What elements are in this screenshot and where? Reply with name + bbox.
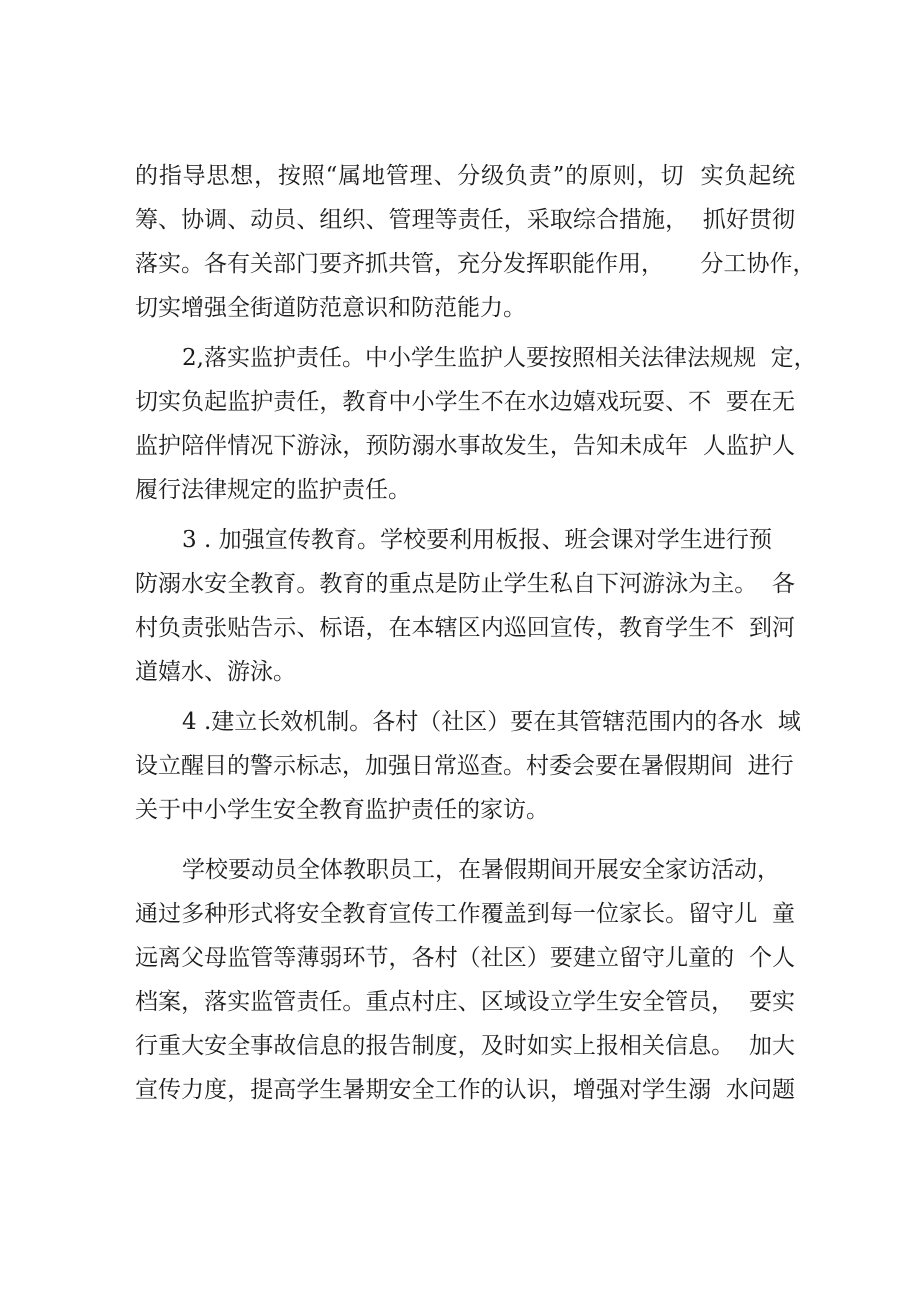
text-line: 2,落实监护责任。中小学生监护人要按照相关法律法规规 定， xyxy=(182,345,817,371)
text-line: 学校要动员全体教职员工，在暑假期间开展安全家访活动， xyxy=(182,857,780,883)
text-line: 4 .建立长效机制。各村（社区）要在其管辖范围内的各水 域 xyxy=(182,709,801,735)
text-line: 履行法律规定的监护责任。 xyxy=(135,477,411,503)
text-line: 切实增强全街道防范意识和防范能力。 xyxy=(135,295,526,321)
text-line: 行重大安全事故信息的报告制度，及时如实上报相关信息。 加大 xyxy=(135,1033,795,1059)
text-line: 设立醒目的警示标志，加强日常巡查。村委会要在暑假期间 进行 xyxy=(135,753,794,779)
text-line: 道嬉水、游泳。 xyxy=(135,659,296,685)
text-line: 切实负起监护责任，教育中小学生不在水边嬉戏玩耍、不 要在无 xyxy=(135,389,795,415)
text-line: 落实。各有关部门要齐抓共管，充分发挥职能作用， 分工协作， xyxy=(135,251,816,277)
text-line: 的指导思想，按照“属地管理、分级负责”的原则，切 实负起统 xyxy=(135,163,795,189)
text-line: 通过多种形式将安全教育宣传工作覆盖到每一位家长。留守儿 童 xyxy=(135,901,795,927)
text-line: 远离父母监管等薄弱环节，各村（社区）要建立留守儿童的 个人 xyxy=(135,945,795,971)
text-line: 筹、协调、动员、组织、管理等责任，采取综合措施， 抓好贯彻 xyxy=(135,207,795,233)
text-line: 档案，落实监管责任。重点村庄、区域设立学生安全管员， 要实 xyxy=(135,989,795,1015)
text-line: 3 . 加强宣传教育。学校要利用板报、班会课对学生进行预 xyxy=(182,527,772,553)
text-line: 防溺水安全教育。教育的重点是防止学生私自下河游泳为主。 各 xyxy=(135,571,795,597)
text-line: 监护陪伴情况下游泳，预防溺水事故发生，告知未成年 人监护人 xyxy=(135,433,795,459)
text-line: 村负责张贴告示、标语，在本辖区内巡回宣传，教育学生不 到河 xyxy=(135,615,795,641)
text-line: 关于中小学生安全教育监护责任的家访。 xyxy=(135,797,549,823)
text-line: 宣传力度，提高学生暑期安全工作的认识，增强对学生溺 水问题 xyxy=(135,1077,795,1103)
